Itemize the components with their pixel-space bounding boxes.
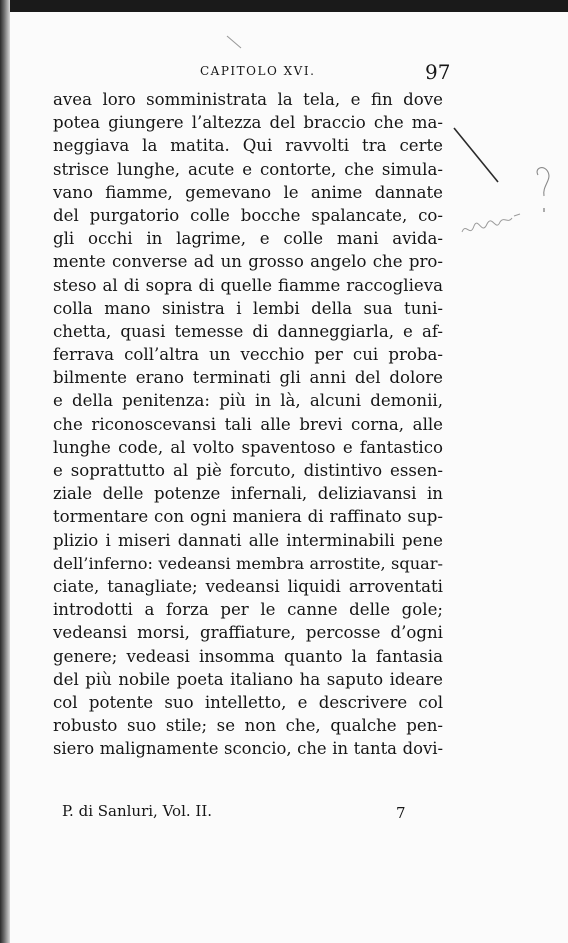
text-line: avea loro somministrata la tela, e fin dove xyxy=(53,90,443,109)
text-line: neggiava la matita. Qui ravvolti tra certe xyxy=(53,136,443,156)
printer-signature: P. di Sanluri, Vol. II. xyxy=(62,802,213,820)
page-header xyxy=(0,62,568,90)
running-head: CAPITOLO XVI. xyxy=(200,64,316,78)
text-line: introdotti a forza per le canne delle gole; xyxy=(53,600,443,620)
text-line: vano fiamme, gemevano le anime dannate xyxy=(53,182,443,202)
text-line: plizio i miseri dannati alle interminabili pene xyxy=(53,530,443,550)
text-line: bilmente erano terminati gli anni del dolore xyxy=(53,368,443,388)
text-line: del più nobile poeta italiano ha saputo ideare xyxy=(53,669,443,689)
text-line: dell’inferno: vedeansi membra arrostite, squar- xyxy=(53,553,443,573)
text-line: genere; vedeasi insomma quanto la fantasia xyxy=(53,646,443,666)
page-number: 97 xyxy=(425,60,451,84)
text-line: col potente suo intelletto, e descrivere col xyxy=(53,692,443,712)
text-line: mente converse ad un grosso angelo che pro- xyxy=(53,252,443,272)
text-line: lunghe code, al volto spaventoso e fantastico xyxy=(53,437,443,457)
text-line: chetta, quasi temesse di danneggiarla, e af- xyxy=(53,321,443,341)
page-top-edge xyxy=(0,0,568,12)
text-line: ferrava coll’altra un vecchio per cui proba- xyxy=(53,345,443,365)
text-line: tormentare con ogni maniera di raffinato sup- xyxy=(53,507,443,527)
text-line: robusto suo stile; se non che, qualche pen- xyxy=(53,716,443,736)
pencil-mark-icon xyxy=(225,32,255,52)
text-line: gli occhi in lagrime, e colle mani avida- xyxy=(53,229,443,249)
text-line: steso al di sopra di quelle fiamme raccoglieva xyxy=(53,275,443,295)
page-footer xyxy=(0,802,568,828)
text-line: che riconoscevansi tali alle brevi corna, alle xyxy=(53,414,443,434)
margin-pencil-annotation-icon xyxy=(440,120,568,250)
text-line: ciate, tanagliate; vedeansi liquidi arroventati xyxy=(53,576,443,596)
text-line: colla mano sinistra i lembi della sua tuni- xyxy=(53,298,443,318)
text-line: vedeansi morsi, graffiature, percosse d’ogni xyxy=(53,623,443,643)
body-text xyxy=(53,88,443,760)
text-line: potea giungere l’altezza del braccio che ma- xyxy=(53,113,443,133)
text-line: e soprattutto al piè forcuto, distintivo essen- xyxy=(53,461,443,480)
text-line: e della penitenza: più in là, alcuni demonii, xyxy=(53,391,443,411)
text-line: del purgatorio colle bocche spalancate, co- xyxy=(53,205,443,225)
signature-number: 7 xyxy=(396,804,406,822)
text-line: strisce lunghe, acute e contorte, che simula- xyxy=(53,159,443,179)
text-line: ziale delle potenze infernali, deliziavansi in xyxy=(53,484,443,504)
text-line: siero malignamente sconcio, che in tanta dovi- xyxy=(53,739,443,759)
